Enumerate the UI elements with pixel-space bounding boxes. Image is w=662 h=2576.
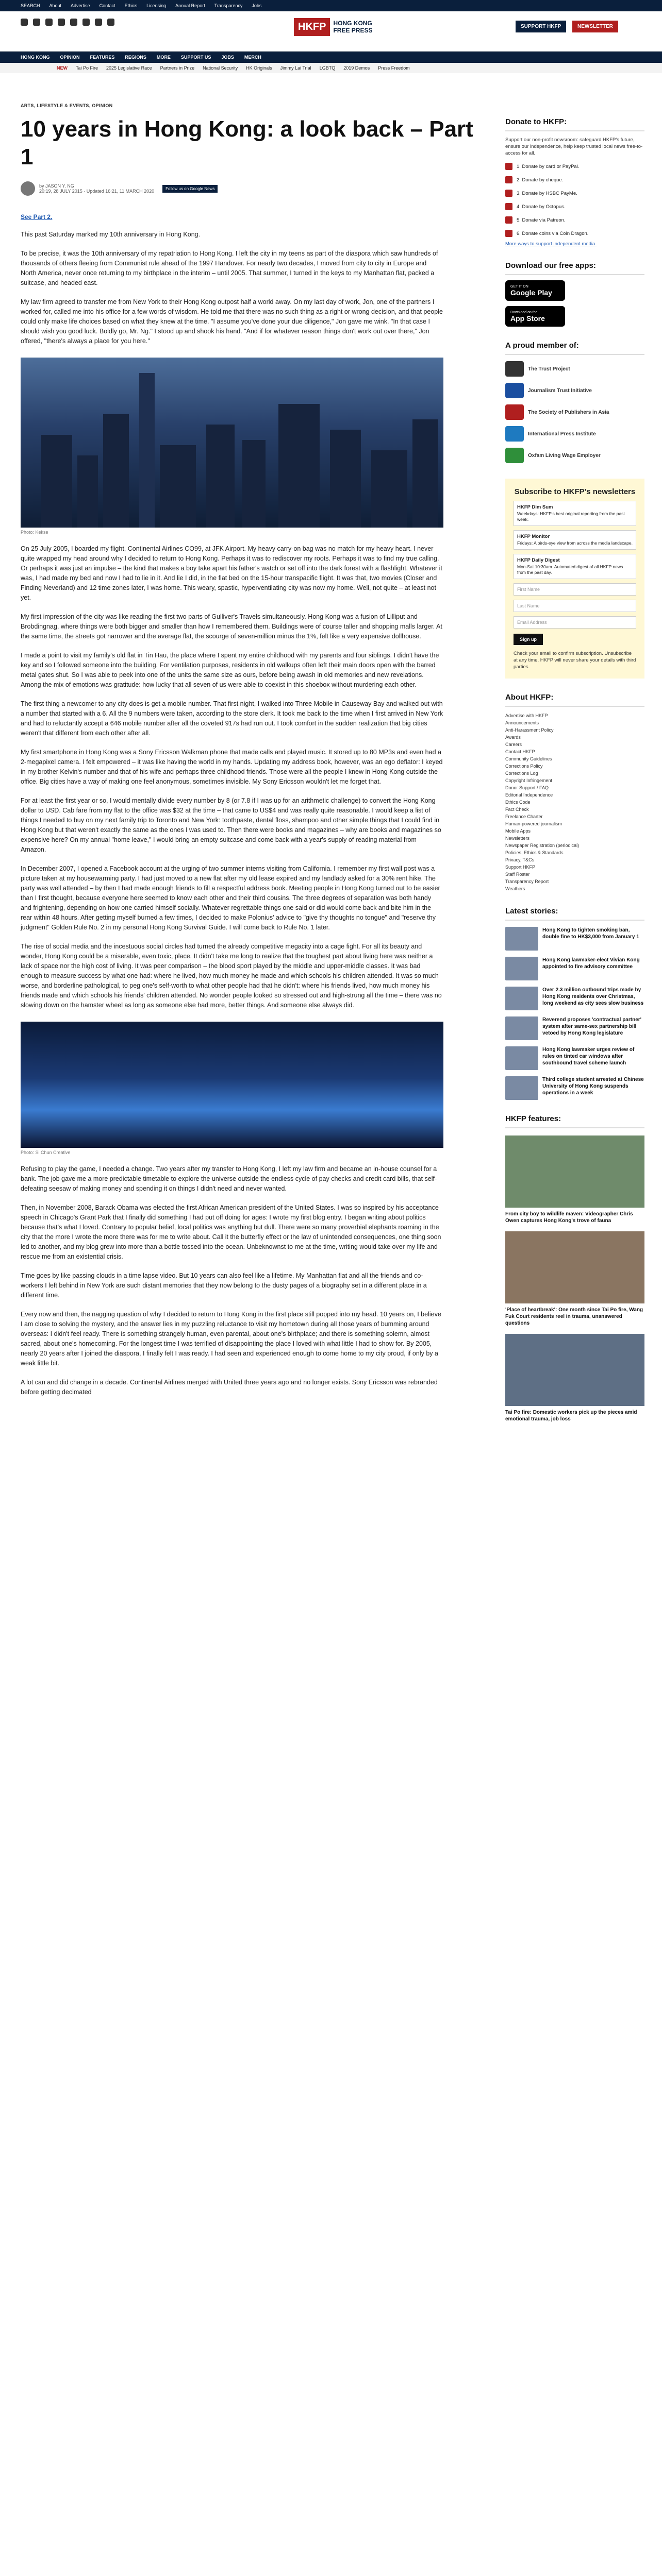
about-link[interactable]: Advertise with HKFP xyxy=(505,713,548,718)
top-link[interactable]: Contact xyxy=(99,3,115,8)
feature-image xyxy=(505,1136,644,1208)
newsletter-note: Check your email to confirm subscription. Unsubscribe at any time. HKFP will never share your details with third parties. xyxy=(514,651,636,670)
latest-story[interactable] xyxy=(505,927,644,951)
top-link[interactable]: Advertise xyxy=(71,3,90,8)
author-avatar xyxy=(21,181,35,196)
photo-caption: Photo: Si Chun Creative xyxy=(21,1150,71,1155)
about-link[interactable]: Support HKFP xyxy=(505,865,536,870)
about-link[interactable]: Community Guidelines xyxy=(505,756,552,761)
feature-title: 'Place of heartbreak': One month since Tai Po fire, Wang Fuk Court residents reel in trauma, unanswered questions xyxy=(505,1307,643,1326)
story-title: Third college student arrested at Chinese University of Hong Kong suspends operations in a week xyxy=(542,1077,644,1096)
latest-story[interactable] xyxy=(505,1046,644,1070)
header xyxy=(0,0,662,52)
story-title: Hong Kong to tighten smoking ban, double fine to HK$3,000 from January 1 xyxy=(542,927,639,940)
feature-card[interactable] xyxy=(505,1334,644,1422)
facebook-icon[interactable] xyxy=(21,19,28,26)
donate-option[interactable] xyxy=(505,163,644,170)
about-link[interactable]: Announcements xyxy=(505,720,539,725)
about-link[interactable]: Awards xyxy=(505,735,521,740)
paragraph: This past Saturday marked my 10th anniversary in Hong Kong. xyxy=(21,231,201,238)
about-link[interactable]: Human-powered journalism xyxy=(505,821,562,826)
topic-link[interactable]: Jimmy Lai Trial xyxy=(280,65,311,71)
about-link[interactable]: Mobile Apps xyxy=(505,828,531,834)
paragraph: On 25 July 2005, I boarded my flight, Continental Airlines CO99, at JFK Airport. My heavy carry-on bag was no match for my heavy heart. I never quite wrapped my head around why I decided to return to Hong Kong. Perhaps it was to rediscover my roots. Perhaps it was to find my true calling. Or perhaps it was just an impulse – the kind that makes a boy take apart his father's watch or set off into the dark forest with a flashlight. Whatever it was, I had made my bed and now I had to lie in it. And lie I did, in the flat bed on the 15-hour transpacific flight. It was that, two movies (Closer and Finding Neverland) and 12 time zones later, I was home. This weary, spastic, hyperventilating city was now my home. Well, not quite – at least not yet. xyxy=(21,545,442,601)
badge-top: Download on the xyxy=(510,310,538,314)
nav-item[interactable]: SUPPORT US xyxy=(180,55,211,60)
story-thumbnail xyxy=(505,987,538,1010)
patreon-icon xyxy=(505,216,512,224)
donate-text: Support our non-profit newsroom: safeguard HKFP's future, ensure our independence, help keep trusted local news free-to-access for all. xyxy=(505,137,643,156)
story-title: Reverend proposes 'contractual partner' system after same-sex partnership bill vetoed by Hong Kong legislature xyxy=(542,1017,642,1036)
email-input[interactable]: Email Address xyxy=(514,616,636,629)
about-link[interactable]: Careers xyxy=(505,742,522,747)
donate-option-label: 4. Donate by Octopus. xyxy=(517,204,566,210)
about-link[interactable]: Donor Support / FAQ xyxy=(505,785,549,790)
top-link[interactable]: Ethics xyxy=(124,3,138,8)
oxfam-icon xyxy=(505,448,524,463)
member-name: Journalism Trust Initiative xyxy=(528,387,592,394)
paragraph: Every now and then, the nagging question of why I decided to return to Hong Kong in the first place still popped into my head. 10 years on, I believe I am close to solving the mystery, and the answer lies in my puzzling reluctance to visit my hometown during all those years of bumming around overseas: I didn't feel ready. There is something strangely human, even parental, about one's birthplace; and there is something solemn, almost sacred, about one's homecoming. For the longest time I was terrified of disappointing the place I loved with what little I had to show for. By 2005, nearly 20 years after I joined the diaspora, I finally felt I was ready. I had seen and experienced enough to come home to my city proud, if only by a weak little bit. xyxy=(21,1311,441,1367)
about-link[interactable]: Contact HKFP xyxy=(505,749,535,754)
story-thumbnail xyxy=(505,1076,538,1100)
about-link[interactable]: Weathers xyxy=(505,886,525,891)
paragraph: For at least the first year or so, I would mentally divide every number by 8 (or 7.8 if I was up for an arithmetic challenge) to convert the Hong Kong dollar to USD. Cab fare from my flat to the office was $32 at the time – that came to US$4 and was really quite reasonable. I would keep a list of things I needed to buy on my next family trip to Toronto and New York: toothpaste, dental floss, shampoo and other simple things that I could find in Hong Kong but that weren't exactly the same as the ones I was used to. Then there were books and magazines – why are books and magazines so expensive here? On my annual "home leave," I would bring an empty suitcase and come back with a year's supply of reading material from Amazon. xyxy=(21,797,441,853)
badge-name: Google Play xyxy=(510,288,552,297)
member-logo[interactable] xyxy=(505,404,644,420)
about-link[interactable]: Newsletters xyxy=(505,836,530,841)
apps-heading: Download our free apps: xyxy=(505,261,644,275)
author-name[interactable]: by JASON Y. NG xyxy=(39,183,74,189)
trust-project-icon xyxy=(505,361,524,377)
latest-story[interactable] xyxy=(505,1076,644,1100)
payme-icon xyxy=(505,190,512,197)
story-title: Hong Kong lawmaker urges review of rules on tinted car windows after southbound travel scheme launch xyxy=(542,1047,635,1066)
story-title: Hong Kong lawmaker-elect Vivian Kong appointed to fire advisory committee xyxy=(542,957,640,970)
donate-heading: Donate to HKFP: xyxy=(505,117,644,131)
newsletter-option[interactable] xyxy=(514,530,636,550)
top-link[interactable]: Licensing xyxy=(146,3,167,8)
donate-option[interactable] xyxy=(505,190,644,197)
about-link[interactable]: Corrections Log xyxy=(505,771,538,776)
rss-icon[interactable] xyxy=(107,19,114,26)
photo-caption: Photo: Kekse xyxy=(21,530,48,535)
logo-text xyxy=(333,20,372,34)
latest-story[interactable] xyxy=(505,987,644,1010)
top-utility-bar xyxy=(0,0,662,11)
donate-option[interactable] xyxy=(505,230,644,237)
donate-option-label: 1. Donate by card or PayPal. xyxy=(517,163,580,170)
instagram-icon[interactable] xyxy=(45,19,53,26)
story-thumbnail xyxy=(505,1046,538,1070)
newsletter-button[interactable]: NEWSLETTER xyxy=(572,21,618,32)
topic-bar xyxy=(0,63,662,73)
app-store-badge[interactable] xyxy=(505,306,565,327)
top-link[interactable]: SEARCH xyxy=(21,3,40,8)
last-name-input[interactable]: Last Name xyxy=(514,600,636,612)
badge-name: App Store xyxy=(510,314,545,323)
article-dates: 20:19, 28 JULY 2015 · Updated 16:21, 11 MARCH 2020 xyxy=(39,189,155,194)
whatsapp-icon[interactable] xyxy=(70,19,77,26)
about-link[interactable]: Editorial Independence xyxy=(505,792,553,798)
coin-icon xyxy=(505,230,512,237)
top-link[interactable]: About xyxy=(49,3,62,8)
donate-option-label: 6. Donate coins via Coin Dragon. xyxy=(517,230,589,236)
octopus-icon xyxy=(505,203,512,210)
story-thumbnail xyxy=(505,1016,538,1040)
skyline-photo xyxy=(21,358,443,528)
feature-card[interactable] xyxy=(505,1231,644,1327)
card-icon xyxy=(505,163,512,170)
google-news-button[interactable]: Follow us on Google News xyxy=(162,185,218,193)
member-name: The Society of Publishers in Asia xyxy=(528,409,609,415)
nav-item[interactable]: OPINION xyxy=(60,55,80,60)
top-link[interactable]: Jobs xyxy=(252,3,262,8)
jti-icon xyxy=(505,383,524,398)
story-title: Over 2.3 million outbound trips made by Hong Kong residents over Christmas, long weekend as city sees slow business xyxy=(542,987,644,1006)
option-name: HKFP Dim Sum xyxy=(517,504,553,510)
donate-option[interactable] xyxy=(505,203,644,210)
feature-title: Tai Po fire: Domestic workers pick up the pieces amid emotional trauma, job loss xyxy=(505,1410,637,1422)
donate-option[interactable] xyxy=(505,176,644,183)
paragraph: My law firm agreed to transfer me from New York to their Hong Kong outpost half a world away. On my last day of work, Jon, one of the partners I worked for, called me into his office for a few words of wisdom. He told me that there was no such thing as a right or wrong decision, and that people could only make life choices based on what they knew at the time. "I assume you've done your due diligence," Jon gave me wink. "In that case I should wish you good luck. Boldly go, Mr. Ng." I stood up and shook his hand. "And if for whatever reason things don't work out over there," Jon offered, "there's always a place for you here." xyxy=(21,298,443,345)
latest-heading: Latest stories: xyxy=(505,907,644,921)
member-heading: A proud member of: xyxy=(505,341,644,355)
paragraph: A lot can and did change in a decade. Continental Airlines merged with United three years ago and no longer exists. Sony Ericsson was rebranded before getting decimated xyxy=(21,1379,438,1396)
about-link[interactable]: Privacy, T&Cs xyxy=(505,857,535,862)
feature-card[interactable] xyxy=(505,1136,644,1224)
paragraph: Time goes by like passing clouds in a time lapse video. But 10 years can also feel like a lifetime. My Manhattan flat and all the friends and co-workers I left behind in New York are such distant memories that they now belong to the dusty pages of a biography set in a different place in a different time. xyxy=(21,1272,427,1299)
top-link[interactable]: Transparency xyxy=(214,3,243,8)
story-thumbnail xyxy=(505,927,538,951)
paragraph: To be precise, it was the 10th anniversary of my repatriation to Hong Kong. I left the city in my teens as part of the diaspora which saw hundreds of thousands of others fleeing from Communist rule ahead of the 1997 Handover. For nearly two decades, I moved from city to city in Europe and North America, never once returning to my birthplace in the interim – until 2005. That summer, I turned in the keys to my Manhattan flat, packed a suitcase, and headed east. xyxy=(21,250,438,286)
topic-link[interactable]: Partners in Prize xyxy=(160,65,195,71)
about-heading: About HKFP: xyxy=(505,693,644,707)
about-link[interactable]: Newspaper Registration (periodical) xyxy=(505,843,580,848)
paragraph: My first smartphone in Hong Kong was a Sony Ericsson Walkman phone that made calls and played music. It stored up to 80 MP3s and even had a 2-megapixel camera. I felt empowered – it was like having the world in my hands. Updating my address book, however, was an ego deflator: I keyed in my brother Kelvin's number and that of his wife and perhaps three childhood friends. Those were all the people I knew in Hong Kong outside the office. Big cities have a way of making one feel anonymous, sometimes invisible. My Sony Ericsson wouldn't let me forget that. xyxy=(21,749,443,785)
option-desc: Mon-Sat 10:30am. Automated digest of all HKFP news from the past day. xyxy=(517,564,623,575)
member-logo[interactable] xyxy=(505,361,644,377)
social-icons xyxy=(21,19,114,26)
paragraph: The rise of social media and the incestuous social circles had turned the already competitive megacity into a cage fight. For all its beauty and wonder, Hong Kong could be a miserable, even toxic, place. It didn't take me long to realize that the toughest part about living here was neither a lack of space nor the high cost of living. It was peer comparison – the blood sport played by the middle and upper-middle classes. It was bad enough to measure success by what one had: where he lived, how much money he made and which schools his children attended. It was so much worse, and borderline pathological, to peg one's self-worth to what other people had that he didn't: where his friends lived, how much money his friends made and which schools his friends' children attended. No wonder people looked so stressed out and high-strung all the time – there was no slowing down on the hamster wheel as long as someone else had more, better things. And someone else always did. xyxy=(21,943,442,1009)
topic-link[interactable]: LGBTQ xyxy=(319,65,336,71)
topic-link[interactable]: HK Originals xyxy=(246,65,272,71)
member-logo[interactable] xyxy=(505,448,644,463)
city-night-photo xyxy=(21,1022,443,1148)
nav-item[interactable]: MERCH xyxy=(244,55,261,60)
nav-item[interactable]: HONG KONG xyxy=(21,55,50,60)
topic-link[interactable]: 2025 Legislative Race xyxy=(106,65,152,71)
about-link[interactable]: Ethics Code xyxy=(505,800,531,805)
donate-option-label: 5. Donate via Patreon. xyxy=(517,217,566,223)
logo-line1: HONG KONG xyxy=(333,20,372,27)
feature-title: From city boy to wildlife maven: Videographer Chris Owen captures Hong Kong's trove of fauna xyxy=(505,1211,633,1224)
nav-item[interactable]: FEATURES xyxy=(90,55,115,60)
latest-story[interactable] xyxy=(505,1016,644,1040)
sopa-icon xyxy=(505,404,524,420)
member-logo[interactable] xyxy=(505,426,644,442)
main-nav xyxy=(0,52,662,63)
feature-image xyxy=(505,1231,644,1303)
first-name-input[interactable]: First Name xyxy=(514,583,636,596)
option-desc: Weekdays: HKFP's best original reporting from the past week. xyxy=(517,511,625,522)
new-label: NEW xyxy=(57,65,68,71)
x-icon[interactable] xyxy=(33,19,40,26)
features-heading: HKFP features: xyxy=(505,1114,644,1128)
paragraph: I made a point to visit my family's old flat in Tin Hau, the place where I spent my entire childhood with my parents and four siblings. I didn't have the key and so I followed someone into the building. For ventilation purposes, residents in old walkups often left their main doors open with the barred metal gates shut. So I was able to peek into one of the units the same size as ours, before being awash in old memories and new revelations. Among the mix of emotions was gratitude: how lucky that all seven of us were able to coexist in this shoebox without murdering each other. xyxy=(21,652,439,688)
article xyxy=(21,103,474,1397)
topic-link[interactable]: Tai Po Fire xyxy=(76,65,98,71)
paragraph: In December 2007, I opened a Facebook account at the urging of two summer interns visiting from California. I remember my first wall post was a picture taken at my housewarming party. I had just moved to a new flat after my old lease expired and my landlady asked for a 30% rent hike. The party was well attended – by then I had made enough friends to fill a respectful address book. Meeting people in Hong Kong turned out to be easier than I first thought, because everyone here seemed to know each other and their third cousins. The three degrees of separation was both handy and frightening, depending on how one carried himself socially. Whatever regrettable things one said or did would come back and bite him in the rear within 48 hours. After getting myself burned a few times, I decided to make Polonius' advice to "give thy thoughts no tongue" and "reserve thy judgment" Golden Rule No. 2 in my personal Hong Kong Survival Guide. I will come back to Rule No. 1 later. xyxy=(21,865,440,931)
paragraph: My first impression of the city was like reading the first two parts of Gulliver's Travels simultaneously. Hong Kong was a fusion of Lilliput and Brobdingnag, where things were both bigger and smaller than how I remembered them. Buildings were of course taller and shopping malls larger. At the same time, the streets got narrower and the average flat, the scourge of seven-million minus the 1%, felt like a very expensive dollhouse. xyxy=(21,613,442,640)
nav-item[interactable]: MORE xyxy=(156,55,171,60)
option-name: HKFP Monitor xyxy=(517,534,550,539)
newsletter-option[interactable] xyxy=(514,554,636,579)
top-link[interactable]: Annual Report xyxy=(175,3,205,8)
about-link[interactable]: Copyright Infringement xyxy=(505,778,553,783)
telegram-icon[interactable] xyxy=(95,19,102,26)
donate-option-label: 3. Donate by HSBC PayMe. xyxy=(517,190,577,196)
feature-image xyxy=(505,1334,644,1406)
threads-icon[interactable] xyxy=(82,19,90,26)
latest-story[interactable] xyxy=(505,957,644,980)
topic-link[interactable]: 2019 Demos xyxy=(343,65,370,71)
article-title: 10 years in Hong Kong: a look back – Part 1 xyxy=(21,116,473,170)
part2-link[interactable]: See Part 2. xyxy=(21,213,53,221)
member-name: The Trust Project xyxy=(528,366,570,372)
donate-option[interactable] xyxy=(505,216,644,224)
about-link[interactable]: Policies, Ethics & Standards xyxy=(505,850,564,855)
paragraph: Then, in November 2008, Barack Obama was elected the first African American president of the United States. I was so inspired by his acceptance speech in Chicago's Grant Park that I finally did something I had put off doing for ages: I wrote my first blog entry. I began writing about politics because that's what I loved. Contrary to popular belief, local politics was anything but dull. There were so many proverbial elephants roaming in the city that the more I wrote the more there was for me to write about. Call it the butterfly effect or the law of unintended consequences, one thing soon led to another, and my blog grew into more than a bottle tossed into the ocean. Unbeknownst to me at the time, writing would take over my life and rescue me from an existential crisis. xyxy=(21,1204,441,1260)
nav-item[interactable]: REGIONS xyxy=(125,55,146,60)
member-name: Oxfam Living Wage Employer xyxy=(528,452,601,459)
newsletter-box xyxy=(505,479,644,679)
youtube-icon[interactable] xyxy=(58,19,65,26)
about-list xyxy=(505,712,644,892)
paragraph: Refusing to play the game, I needed a change. Two years after my transfer to Hong Kong, I left my law firm and became an in-house counsel for a bank. The job gave me a more predictable timetable to explore the universe outside the endless cycle of pay checks and credit card bills, that self-defeating seesaw of making money and spending it on things I didn't need and never wanted. xyxy=(21,1165,437,1192)
ipi-icon xyxy=(505,426,524,442)
nav-item[interactable]: JOBS xyxy=(221,55,234,60)
badge-top: GET IT ON xyxy=(510,284,528,289)
newsletter-option[interactable] xyxy=(514,501,636,526)
support-button[interactable]: SUPPORT HKFP xyxy=(516,21,566,32)
topic-link[interactable]: National Security xyxy=(203,65,238,71)
about-link[interactable]: Staff Roster xyxy=(505,872,530,877)
article-categories[interactable]: ARTS, LIFESTYLE & EVENTS, OPINION xyxy=(21,103,113,108)
about-link[interactable]: Transparency Report xyxy=(505,879,549,884)
about-link[interactable]: Corrections Policy xyxy=(505,764,543,769)
cheque-icon xyxy=(505,176,512,183)
about-link[interactable]: Anti-Harassment Policy xyxy=(505,727,554,733)
paragraph: The first thing a newcomer to any city does is get a mobile number. That first night, I walked into Three Mobile in Causeway Bay and walked out with a number that started with a 6. All the 9 numbers were taken, according to the store clerk. It took me back to the time when I first arrived in New York and had to reluctantly accept a 646 mobile number after all the coveted 917s had run out. I took comfort in the sudden realization that big cities weren't that different from each other after all. xyxy=(21,700,443,737)
signup-button[interactable]: Sign up xyxy=(514,634,543,645)
byline xyxy=(21,181,474,196)
option-name: HKFP Daily Digest xyxy=(517,557,560,563)
sidebar xyxy=(505,103,644,1422)
more-ways-link[interactable]: More ways to support independent media. xyxy=(505,241,597,247)
about-link[interactable]: Freelance Charter xyxy=(505,814,543,819)
option-desc: Fridays: A birds-eye view from across the media landscape. xyxy=(517,540,633,546)
member-logo[interactable] xyxy=(505,383,644,398)
logo-box: HKFP xyxy=(294,18,330,36)
logo[interactable] xyxy=(294,15,372,38)
about-link[interactable]: Fact Check xyxy=(505,807,529,812)
topic-link[interactable]: Press Freedom xyxy=(378,65,410,71)
newsletter-title: Subscribe to HKFP's newsletters xyxy=(514,487,636,496)
logo-line2: FREE PRESS xyxy=(333,27,373,34)
google-play-badge[interactable] xyxy=(505,280,565,301)
member-name: International Press Institute xyxy=(528,431,596,437)
donate-option-label: 2. Donate by cheque. xyxy=(517,177,564,183)
story-thumbnail xyxy=(505,957,538,980)
